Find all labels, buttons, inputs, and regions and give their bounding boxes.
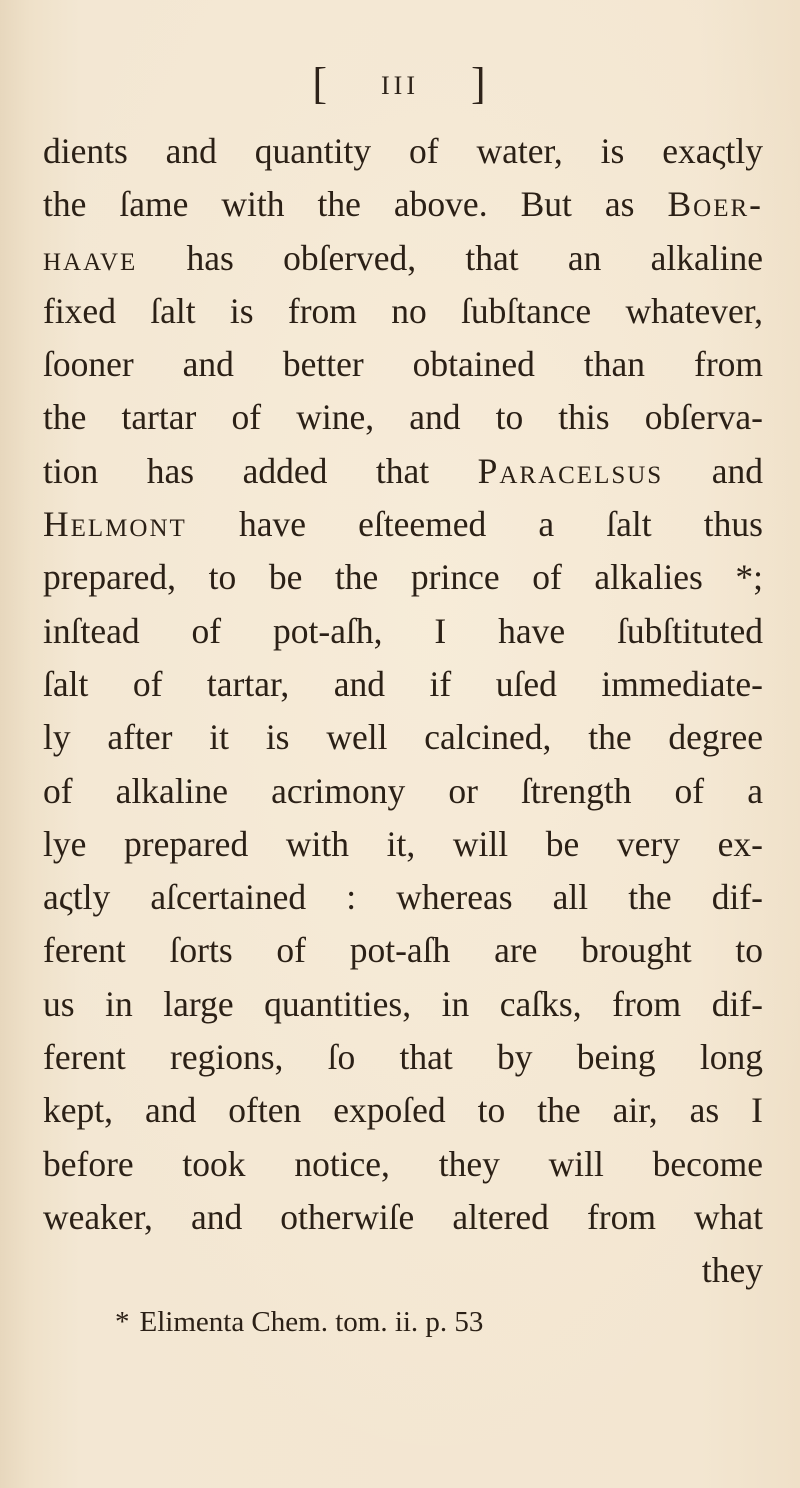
text-line <box>43 871 763 924</box>
text-segment: ly after it is well calcined, the degree <box>43 717 763 758</box>
text-segment: ſooner and better obtained than from <box>43 344 763 385</box>
proper-name: Boer- <box>667 184 763 225</box>
text-segment: us in large quantities, in caſks, from dif- <box>43 983 763 1024</box>
text-line <box>43 551 763 604</box>
proper-name: Helmont <box>43 504 187 545</box>
text-line <box>43 125 763 178</box>
text-segment: inſtead of pot-aſh, I have ſubſtituted <box>43 610 763 651</box>
proper-name: haave <box>43 237 138 278</box>
text-line <box>43 924 763 977</box>
text-segment: tion has added that <box>43 450 478 491</box>
body-text <box>43 125 763 1298</box>
text-line <box>43 1138 763 1191</box>
text-line <box>43 232 763 285</box>
catchword: they <box>701 1250 763 1291</box>
text-segment: the ſame with the above. But as <box>43 184 668 225</box>
text-segment: and <box>663 450 763 491</box>
text-line <box>43 605 763 658</box>
text-segment: of alkaline acrimony or ſtrength of a <box>43 770 763 811</box>
text-line <box>43 1191 763 1244</box>
text-segment: kept, and often expoſed to the air, as I <box>43 1090 763 1131</box>
text-segment: has obſerved, that an alkaline <box>137 237 763 278</box>
footnote-mark: * <box>115 1306 130 1338</box>
text-line <box>43 978 763 1031</box>
text-segment: ferent ſorts of pot-aſh are brought to <box>43 930 763 971</box>
text-line <box>43 1084 763 1137</box>
text-segment: have eſteemed a ſalt thus <box>186 504 763 545</box>
footnote <box>115 1306 483 1339</box>
text-line <box>43 658 763 711</box>
text-segment: ferent regions, ſo that by being long <box>43 1037 763 1078</box>
text-segment: prepared, to be the prince of alkalies *; <box>43 557 763 598</box>
text-line <box>43 178 763 231</box>
text-segment: ſalt of tartar, and if uſed immediate- <box>43 663 763 704</box>
text-line <box>43 818 763 871</box>
text-line <box>43 765 763 818</box>
text-segment: weaker, and otherwiſe altered from what <box>43 1196 763 1237</box>
footnote-text: Elimenta Chem. tom. ii. p. 53 <box>139 1306 484 1338</box>
text-segment: before took notice, they will become <box>43 1143 763 1184</box>
text-segment: aςtly aſcertained : whereas all the dif- <box>43 877 763 918</box>
bracket-close: ] <box>470 59 488 108</box>
text-segment: dients and quantity of water, is exaςtly <box>43 131 763 171</box>
page-number: III <box>381 71 419 100</box>
text-line <box>43 498 763 551</box>
proper-name: Paracelsus <box>477 450 664 491</box>
text-line <box>43 711 763 764</box>
text-line <box>43 391 763 444</box>
text-line <box>43 445 763 498</box>
page-number-header <box>0 58 800 109</box>
bracket-open: [ <box>312 59 329 108</box>
text-segment: the tartar of wine, and to this obſerva- <box>43 397 763 438</box>
text-line <box>43 338 763 391</box>
text-line <box>43 1031 763 1084</box>
text-segment: lye prepared with it, will be very ex- <box>43 823 763 864</box>
text-line <box>43 285 763 338</box>
text-segment: fixed ſalt is from no ſubſtance whatever, <box>43 290 763 331</box>
